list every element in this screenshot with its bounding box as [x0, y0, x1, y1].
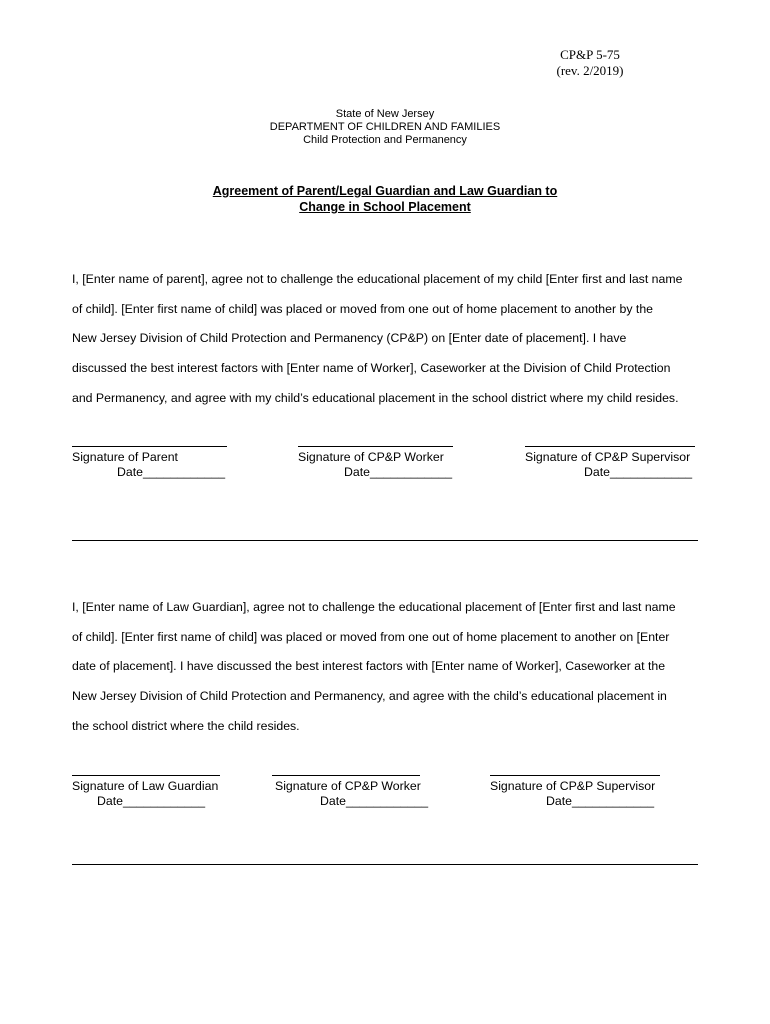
paragraph-line: I, [Enter name of Law Guardian], agree not to challenge the educational placement of [Enter first and last name	[72, 600, 676, 614]
supervisor-signature-block	[525, 446, 695, 480]
parent-date-field[interactable]: Date____________	[117, 465, 226, 479]
parent-signature-label: Signature of Parent	[72, 450, 178, 464]
form-code: CP&P 5-75	[560, 47, 620, 62]
law-guardian-signature-line[interactable]	[72, 775, 220, 776]
supervisor-date-field[interactable]: Date____________	[584, 465, 693, 479]
parent-signature-line[interactable]	[72, 446, 227, 447]
title-line-1: Agreement of Parent/Legal Guardian and Law Guardian to	[212, 184, 558, 198]
header-division: Child Protection and Permanency	[303, 134, 467, 146]
section-divider	[72, 540, 698, 541]
paragraph-line: and Permanency, and agree with my child’s educational placement in the school district where my child resides.	[72, 390, 679, 405]
law-guardian-signature-block	[72, 775, 220, 809]
title-line-2: Change in School Placement	[299, 200, 471, 214]
parent-agreement-paragraph	[72, 265, 712, 414]
document-title	[0, 183, 770, 215]
paragraph-line: New Jersey Division of Child Protection and Permanency (CP&P) on [Enter date of placement]. I have	[72, 331, 627, 346]
worker-signature-line-2[interactable]	[272, 775, 420, 776]
section-divider-bottom	[72, 864, 698, 865]
supervisor-signature-line-2[interactable]	[490, 775, 660, 776]
header-state: State of New Jersey	[335, 108, 435, 120]
supervisor-signature-line[interactable]	[525, 446, 695, 447]
worker-date-field[interactable]: Date____________	[344, 465, 453, 479]
paragraph-line: date of placement]. I have discussed the best interest factors with [Enter name of Worker], Caseworker at the	[72, 659, 666, 674]
form-number	[530, 47, 650, 79]
paragraph-line: of child]. [Enter first name of child] was placed or moved from one out of home placement to another on [Enter	[72, 629, 670, 644]
paragraph-line: discussed the best interest factors with [Enter name of Worker], Caseworker at the Division of Child Protection	[72, 361, 671, 376]
worker-date-field-2[interactable]: Date____________	[320, 794, 429, 808]
law-guardian-signature-label: Signature of Law Guardian	[72, 779, 219, 793]
parent-signature-block	[72, 446, 227, 480]
worker-signature-block	[298, 446, 453, 480]
paragraph-line: the school district where the child resides.	[72, 718, 300, 733]
form-revision: (rev. 2/2019)	[556, 63, 624, 78]
worker-signature-label: Signature of CP&P Worker	[298, 450, 444, 464]
worker-signature-block-2	[272, 775, 428, 809]
law-guardian-date-field[interactable]: Date____________	[97, 794, 206, 808]
supervisor-signature-block-2	[490, 775, 660, 809]
header-department: DEPARTMENT OF CHILDREN AND FAMILIES	[269, 121, 501, 133]
paragraph-line: New Jersey Division of Child Protection and Permanency, and agree with the child’s educational placement in	[72, 689, 667, 704]
supervisor-signature-label-2: Signature of CP&P Supervisor	[490, 779, 656, 793]
agency-header	[0, 108, 770, 147]
worker-signature-line[interactable]	[298, 446, 453, 447]
law-guardian-agreement-paragraph	[72, 593, 712, 742]
paragraph-line: of child]. [Enter first name of child] was placed or moved from one out of home placement to another by the	[72, 301, 653, 316]
paragraph-line: I, [Enter name of parent], agree not to challenge the educational placement of my child [Enter first and last name	[72, 272, 683, 286]
worker-signature-label-2: Signature of CP&P Worker	[275, 779, 421, 793]
supervisor-signature-label: Signature of CP&P Supervisor	[525, 450, 691, 464]
supervisor-date-field-2[interactable]: Date____________	[546, 794, 655, 808]
